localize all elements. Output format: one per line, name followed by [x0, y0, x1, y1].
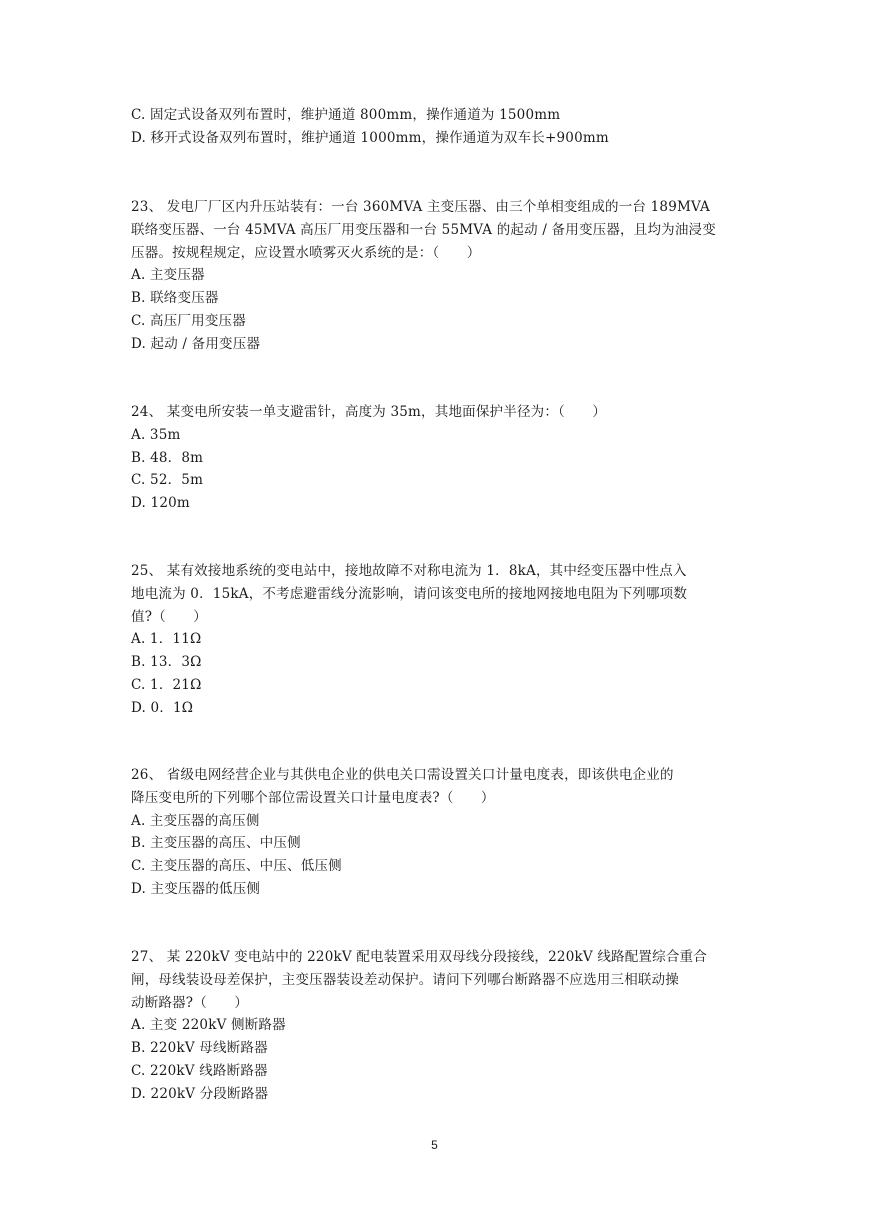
option-d: D. 0．1Ω [131, 699, 194, 716]
option-a: A. 主变压器的高压侧 [131, 812, 260, 829]
option-b: B. 主变压器的高压、中压侧 [131, 835, 301, 852]
option-a: A. 1．11Ω [131, 631, 202, 648]
question-text: 25、 某有效接地系统的变电站中，接地故障不对称电流为 1．8kA，其中经变压器中性点入 [131, 563, 687, 579]
question-24 [131, 401, 741, 515]
question-text: 26、 省级电网经营企业与其供电企业的供电关口需设置关口计量电度表，即该供电企业的 [131, 767, 674, 783]
question-25 [131, 560, 741, 720]
question-text: 动断路器?（ ） [131, 994, 249, 1011]
question-text: 闸，母线装设母差保护，主变压器装设差动保护。请问下列哪台断路器不应选用三相联动操 [131, 971, 679, 988]
question-23 [131, 196, 741, 356]
question-27 [131, 946, 741, 1106]
option-a: A. 主变 220kV 侧断路器 [131, 1017, 286, 1034]
option-c: C. 高压厂用变压器 [131, 312, 246, 329]
question-26 [131, 764, 741, 901]
option-b: B. 220kV 母线断路器 [131, 1040, 268, 1057]
question-text: 24、 某变电所安装一单支避雷针，高度为 35m，其地面保护半径为：（ ） [131, 404, 607, 420]
option-c: C. 主变压器的高压、中压、低压侧 [131, 858, 342, 875]
option-b: B. 48．8m [131, 449, 204, 466]
option-c: C. 固定式设备双列布置时，维护通道 800mm，操作通道为 1500mm [131, 107, 561, 123]
option-b: B. 13．3Ω [131, 654, 202, 671]
option-d: D. 起动 / 备用变压器 [131, 335, 261, 352]
option-b: B. 联络变压器 [131, 290, 219, 307]
question-text: 降压变电所的下列哪个部位需设置关口计量电度表?（ ） [131, 789, 495, 806]
previous-question-options [131, 104, 741, 150]
question-text: 值?（ ） [131, 608, 207, 625]
question-text: 联络变压器、一台 45MVA 高压厂用变压器和一台 55MVA 的起动 / 备用变压器，且均为油浸变 [131, 221, 716, 238]
question-text: 27、 某 220kV 变电站中的 220kV 配电装置采用双母线分段接线，220kV 线路配置综合重合 [131, 949, 707, 965]
option-a: A. 主变压器 [131, 267, 205, 284]
page-number: 5 [431, 1138, 438, 1152]
option-c: C. 220kV 线路断路器 [131, 1062, 268, 1079]
question-text: 压器。按规程规定，应设置水喷雾灭火系统的是：（ ） [131, 244, 481, 261]
option-d: D. 120m [131, 495, 190, 512]
option-c: C. 1．21Ω [131, 676, 202, 693]
option-c: C. 52．5m [131, 472, 204, 489]
option-d: D. 主变压器的低压侧 [131, 880, 261, 897]
question-text: 地电流为 0．15kA，不考虑避雷线分流影响，请问该变电所的接地网接地电阻为下列哪项数 [131, 585, 688, 602]
option-a: A. 35m [131, 426, 181, 443]
option-d: D. 移开式设备双列布置时，维护通道 1000mm，操作通道为双车长+900mm [131, 129, 609, 146]
question-text: 23、 发电厂厂区内升压站装有：一台 360MVA 主变压器、由三个单相变组成的一台 189MVA [131, 199, 710, 215]
option-d: D. 220kV 分段断路器 [131, 1085, 269, 1102]
